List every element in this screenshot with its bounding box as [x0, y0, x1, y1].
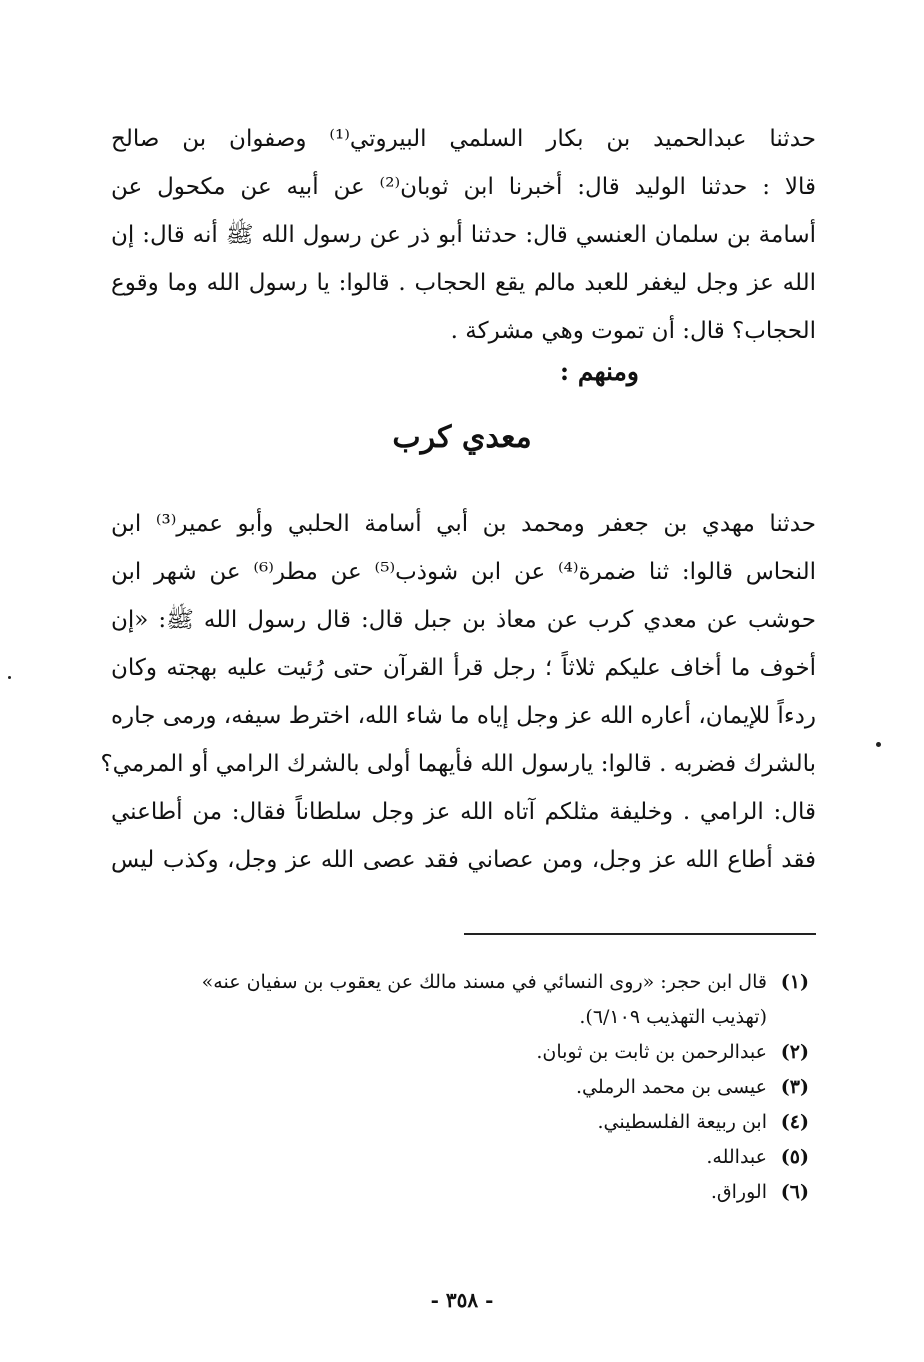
- footnote-number: (٦): [780, 1181, 809, 1203]
- text-line: قال: الرامي . وخليفة مثلكم آتاه الله عز وجل سلطاناً فقال: من أطاعني: [111, 799, 816, 825]
- text-line: فقد أطاع الله عز وجل، ومن عصاني فقد عصى الله عز وجل، وكذب ليس: [111, 847, 816, 873]
- footnote-item: [104, 1140, 809, 1175]
- text-line: قالا : حدثنا الوليد قال: أخبرنا ابن ثوبان⁽²⁾ عن أبيه عن مكحول عن: [111, 174, 816, 200]
- footnote-number: (٥): [780, 1146, 809, 1168]
- footnote-text: الوراق.: [710, 1181, 767, 1203]
- text-line: بالشرك فضربه . قالوا: يارسول الله فأيهما أولى بالشرك الرامي أو المرمي؟: [100, 751, 816, 777]
- footnote-number: (٤): [780, 1111, 809, 1133]
- hadith-paragraph-2: [100, 500, 817, 884]
- footnotes: [104, 965, 809, 1210]
- footnote-item: [104, 1175, 809, 1210]
- footnote-item: [104, 1105, 809, 1140]
- text-line: حدثنا مهدي بن جعفر ومحمد بن أبي أسامة الحلبي وأبو عمير⁽³⁾ ابن: [111, 511, 817, 537]
- text-line: حدثنا عبدالحميد بن بكار السلمي البيروتي⁽¹⁾ وصفوان بن صالح: [111, 126, 816, 152]
- footnote-text: قال ابن حجر: «روى النسائي في مسند مالك عن يعقوب بن سفيان عنه»: [201, 971, 767, 993]
- footnote-number: (١): [780, 971, 809, 993]
- footnote-continuation: (تهذيب التهذيب ٦/١٠٩).: [579, 1006, 767, 1028]
- section-title: معدي كرب: [392, 420, 532, 455]
- hadith-paragraph-1: [111, 115, 816, 355]
- footnote-text: ابن ربيعة الفلسطيني.: [597, 1111, 767, 1133]
- footnote-number: (٣): [780, 1076, 809, 1098]
- text-line: أسامة بن سلمان العنسي قال: حدثنا أبو ذر عن رسول الله ﷺ أنه قال: إن: [111, 222, 816, 248]
- footnote-text: عبدالرحمن بن ثابت بن ثوبان.: [536, 1041, 767, 1063]
- footnote-divider: [464, 933, 816, 935]
- footnote-text: عبدالله.: [706, 1146, 767, 1168]
- section-label: ومنهم :: [559, 357, 639, 386]
- text-line: حوشب عن معدي كرب عن معاذ بن جبل قال: قال رسول الله ﷺ: «إن: [111, 607, 816, 633]
- footnote-item: [104, 1035, 809, 1070]
- footnote-number: (٢): [780, 1041, 809, 1063]
- text-line: أخوف ما أخاف عليكم ثلاثاً ؛ رجل قرأ القرآن حتى رُئيت عليه بهجته وكان: [111, 655, 816, 681]
- footnote-item: [104, 965, 809, 1035]
- footnote-item: [104, 1070, 809, 1105]
- page-number: - ٣٥٨ -: [430, 1288, 494, 1312]
- scan-speck: [876, 742, 881, 747]
- footnote-text-wrap: [104, 965, 767, 1035]
- text-line: النحاس قالوا: ثنا ضمرة⁽⁴⁾ عن ابن شوذب⁽⁵⁾ عن مطر⁽⁶⁾ عن شهر ابن: [111, 559, 816, 585]
- text-line: ردءاً للإيمان، أعاره الله عز وجل إياه ما شاء الله، اخترط سيفه، ورمى جاره: [111, 703, 816, 729]
- scan-speck: [8, 676, 11, 679]
- footnote-text: عيسى بن محمد الرملي.: [575, 1076, 767, 1098]
- text-line: الحجاب؟ قال: أن تموت وهي مشركة .: [450, 318, 816, 344]
- text-line: الله عز وجل ليغفر للعبد مالم يقع الحجاب . قالوا: يا رسول الله وما وقوع: [111, 270, 816, 296]
